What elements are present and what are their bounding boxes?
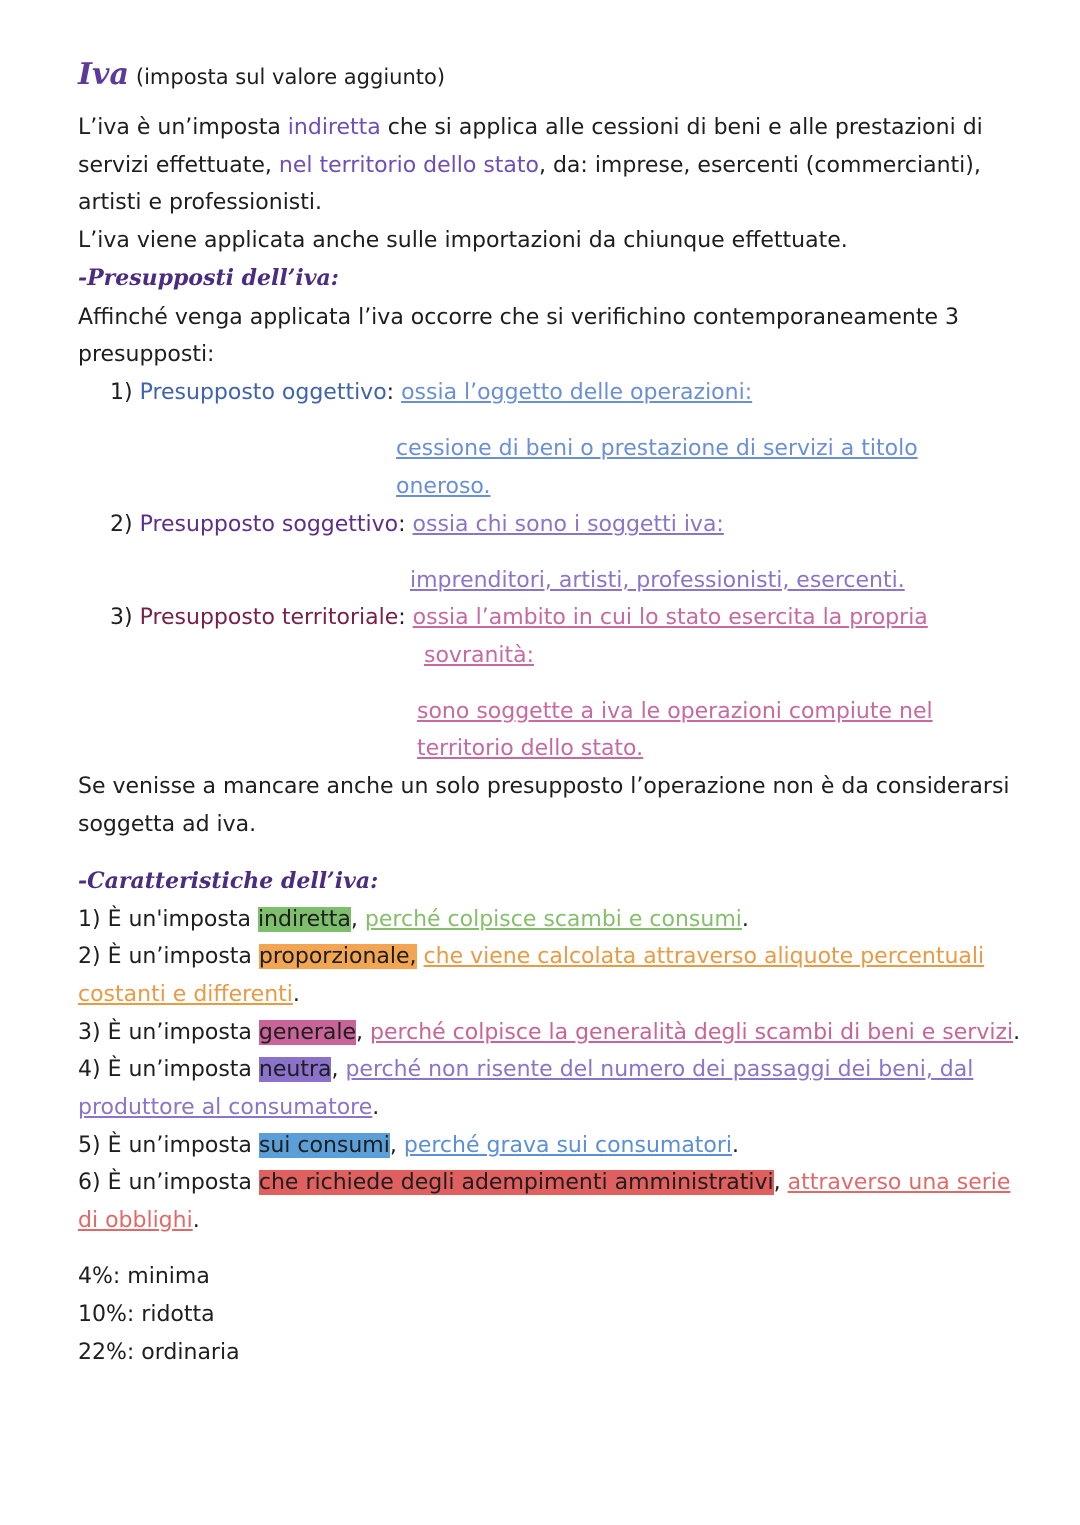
- item-sep: ,: [331, 1057, 346, 1082]
- aliquota-minima: [78, 1262, 210, 1292]
- aliquota-label: : ridotta: [126, 1302, 215, 1327]
- intro-line-2: [78, 151, 981, 181]
- item-reason: perché non risente del numero dei passaggi dei beni, dal: [345, 1057, 974, 1082]
- presupposto-soggettivo-detail: imprenditori, artisti, professionisti, esercenti.: [410, 568, 905, 593]
- item-sep: ,: [773, 1170, 788, 1195]
- item-prefix: 3) È un’imposta: [78, 1020, 259, 1045]
- item-prefix: 2) È un’imposta: [78, 944, 259, 969]
- item-highlight: che richiede degli adempimenti amministrativi: [258, 1170, 774, 1195]
- caratteristica-6-cont: [78, 1206, 200, 1236]
- item-sep: ,: [350, 907, 365, 932]
- item-sep: :: [398, 512, 413, 537]
- caratteristica-5: [78, 1131, 739, 1161]
- intro-line-1: [78, 113, 983, 143]
- intro-line-3: artisti e professionisti.: [78, 190, 322, 215]
- intro-highlight: nel territorio dello stato: [278, 153, 539, 178]
- item-reason: perché grava sui consumatori: [403, 1133, 733, 1158]
- presupposto-soggettivo: [110, 510, 724, 540]
- presupposto-oggettivo: [110, 378, 752, 408]
- item-desc: ossia l’ambito in cui lo stato esercita la propria: [412, 605, 928, 630]
- item-reason-cont: produttore al consumatore: [78, 1095, 373, 1120]
- presupposti-closing-2: soggetta ad iva.: [78, 812, 257, 837]
- item-reason: perché colpisce scambi e consumi: [364, 907, 742, 932]
- item-highlight: neutra: [258, 1057, 332, 1082]
- item-prefix: 6) È un’imposta: [78, 1170, 259, 1195]
- caratteristica-3: [78, 1018, 1020, 1048]
- presupposto-territoriale-desc-2: sovranità:: [424, 643, 535, 668]
- intro-text: L’iva è un’imposta: [78, 115, 288, 140]
- item-highlight: generale: [258, 1020, 357, 1045]
- item-end: .: [741, 907, 749, 932]
- presupposto-territoriale: [110, 603, 928, 633]
- caratteristica-1: [78, 905, 749, 935]
- item-reason: che viene calcolata attraverso aliquote percentuali: [423, 944, 985, 969]
- presupposto-oggettivo-detail-1: cessione di beni o prestazione di servizi a titolo: [396, 436, 918, 461]
- intro-highlight: indiretta: [287, 115, 381, 140]
- item-reason: attraverso una serie: [787, 1170, 1011, 1195]
- title-main: Iva: [78, 57, 129, 92]
- presupposto-oggettivo-detail-2: oneroso.: [396, 474, 491, 499]
- item-sep: ,: [389, 1133, 404, 1158]
- aliquota-rate: 4%: [78, 1264, 113, 1289]
- item-prefix: 5) È un’imposta: [78, 1133, 259, 1158]
- item-sep: :: [386, 380, 402, 405]
- item-desc: ossia l’oggetto delle operazioni:: [401, 380, 753, 405]
- item-label: Presupposto soggettivo: [139, 512, 399, 537]
- item-end: .: [192, 1208, 200, 1233]
- aliquota-rate: 10%: [78, 1302, 127, 1327]
- page-title: [78, 57, 446, 93]
- aliquota-ordinaria: [78, 1338, 240, 1368]
- item-reason-cont: costanti e differenti: [78, 982, 293, 1007]
- caratteristica-6: [78, 1168, 1010, 1198]
- item-label: Presupposto territoriale: [139, 605, 399, 630]
- item-number: 2): [110, 512, 140, 537]
- item-sep: [417, 944, 424, 969]
- caratteristica-4-cont: [78, 1093, 379, 1123]
- caratteristiche-heading: -Caratteristiche dell’iva:: [78, 868, 379, 894]
- item-number: 1): [110, 380, 140, 405]
- presupposti-closing-1: Se venisse a mancare anche un solo presupposto l’operazione non è da considerarsi: [78, 774, 1010, 799]
- aliquota-label: : minima: [112, 1264, 210, 1289]
- item-end: .: [292, 982, 300, 1007]
- item-end: .: [372, 1095, 380, 1120]
- item-desc: ossia chi sono i soggetti iva:: [412, 512, 724, 537]
- presupposto-territoriale-detail-1: sono soggette a iva le operazioni compiute nel: [417, 699, 933, 724]
- presupposti-intro-2: presupposti:: [78, 342, 215, 367]
- caratteristica-4: [78, 1055, 973, 1085]
- item-sep: ,: [356, 1020, 371, 1045]
- item-highlight: indiretta: [257, 907, 351, 932]
- intro-text: , da: imprese, esercenti (commercianti),: [538, 153, 981, 178]
- item-end: .: [732, 1133, 740, 1158]
- item-prefix: 1) È un'imposta: [78, 907, 258, 932]
- title-sub: (imposta sul valore aggiunto): [135, 65, 446, 89]
- item-reason-cont: di obblighi: [78, 1208, 193, 1233]
- intro-line-4: L’iva viene applicata anche sulle importazioni da chiunque effettuate.: [78, 228, 848, 253]
- presupposti-heading: -Presupposti dell’iva:: [78, 265, 339, 291]
- intro-text: servizi effettuate,: [78, 153, 279, 178]
- item-end: .: [1013, 1020, 1021, 1045]
- caratteristica-2-cont: [78, 980, 300, 1010]
- item-sep: :: [398, 605, 413, 630]
- aliquota-label: : ordinaria: [126, 1340, 240, 1365]
- presupposto-territoriale-detail-2: territorio dello stato.: [417, 736, 644, 761]
- intro-text: che si applica alle cessioni di beni e alle prestazioni di: [380, 115, 983, 140]
- item-prefix: 4) È un’imposta: [78, 1057, 259, 1082]
- item-number: 3): [110, 605, 140, 630]
- item-reason: perché colpisce la generalità degli scambi di beni e servizi: [370, 1020, 1014, 1045]
- aliquota-ridotta: [78, 1300, 215, 1330]
- aliquota-rate: 22%: [78, 1340, 127, 1365]
- item-highlight: proporzionale,: [258, 944, 417, 969]
- caratteristica-2: [78, 942, 984, 972]
- item-highlight: sui consumi: [258, 1133, 390, 1158]
- item-label: Presupposto oggettivo: [139, 380, 387, 405]
- presupposti-intro-1: Affinché venga applicata l’iva occorre che si verifichino contemporaneamente 3: [78, 305, 959, 330]
